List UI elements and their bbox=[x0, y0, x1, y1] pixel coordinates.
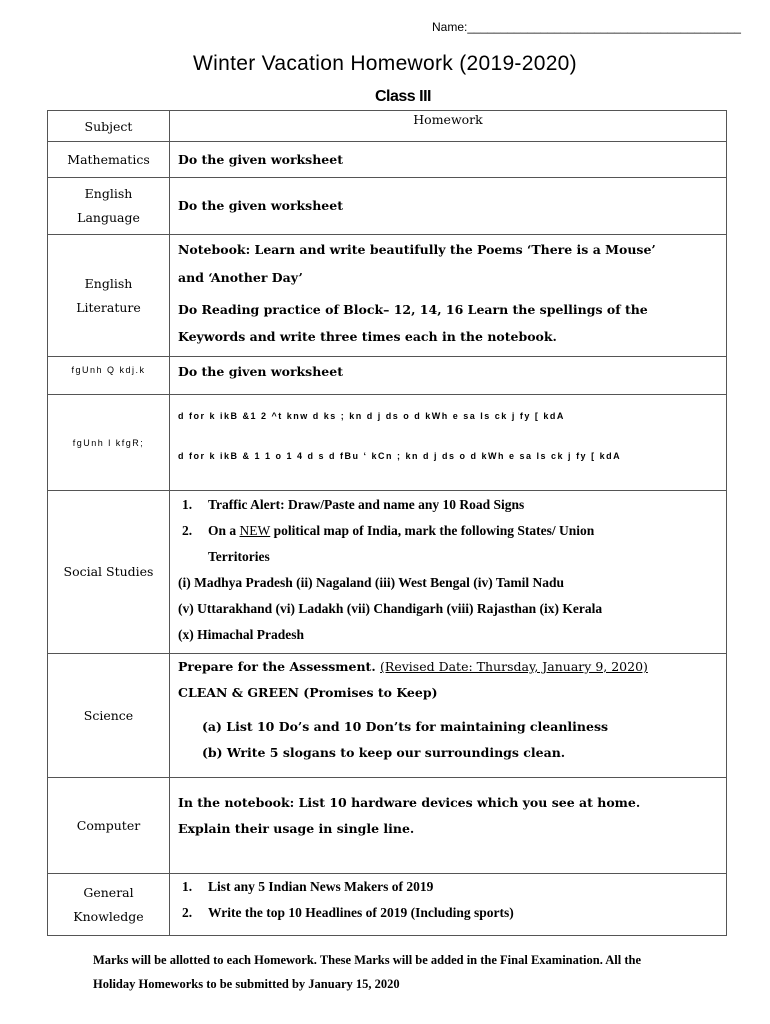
social-item-1: 1. Traffic Alert: Draw/Paste and name any 10 Road Signs bbox=[182, 497, 525, 512]
hw-social-studies bbox=[170, 491, 727, 654]
subject-science: Science bbox=[48, 654, 170, 778]
social-states-3: (x) Himachal Pradesh bbox=[178, 627, 304, 642]
subject-english-literature-1: English bbox=[84, 275, 133, 291]
science-line2: CLEAN & GREEN (Promises to Keep) bbox=[178, 685, 438, 700]
header-homework: Homework bbox=[170, 111, 727, 142]
name-field bbox=[432, 20, 741, 34]
science-line4: (b) Write 5 slogans to keep our surroundings clean. bbox=[202, 745, 566, 760]
hw-english-literature-line3: Do Reading practice of Block– 12, 14, 16 Learn the spellings of the bbox=[178, 302, 648, 317]
social-states-1: (i) Madhya Pradesh (ii) Nagaland (iii) West Bengal (iv) Tamil Nadu bbox=[178, 575, 565, 590]
science-revised-date: (Revised Date: Thursday, January 9, 2020) bbox=[380, 659, 648, 674]
subject-english-literature bbox=[48, 235, 170, 357]
hw-english-literature-line4: Keywords and write three times each in the notebook. bbox=[178, 329, 557, 344]
hw-english-literature-line1: Notebook: Learn and write beautifully the Poems ‘There is a Mouse’ bbox=[178, 242, 656, 257]
table-row-computer bbox=[48, 778, 727, 874]
hw-english-literature-line2: and ‘Another Day’ bbox=[178, 270, 303, 285]
computer-line1: In the notebook: List 10 hardware devices which you see at home. bbox=[178, 795, 641, 810]
footer-note bbox=[93, 948, 753, 996]
hw-general-knowledge bbox=[170, 874, 727, 936]
hw-hindi-sahitya-line1: d for k ikB &1 2 ^t knw d ks ; kn d j ds o d kWh e sa ls ck j fy [ kdA bbox=[178, 411, 565, 421]
table-row-science bbox=[48, 654, 727, 778]
class-label: Class III bbox=[375, 88, 431, 105]
subject-general-knowledge-1: General bbox=[83, 884, 134, 900]
table-header-row bbox=[48, 111, 727, 142]
hw-mathematics bbox=[170, 142, 727, 178]
table-row-hindi-sahitya bbox=[48, 395, 727, 491]
footer-line2: Holiday Homeworks to be submitted by January 15, 2020 bbox=[93, 977, 400, 991]
table-row-english-literature bbox=[48, 235, 727, 357]
subject-english-language bbox=[48, 178, 170, 235]
science-line1: Prepare for the Assessment. (Revised Date: Thursday, January 9, 2020) bbox=[178, 659, 648, 674]
subject-general-knowledge-2: Knowledge bbox=[73, 908, 144, 924]
social-states-2: (v) Uttarakhand (vi) Ladakh (vii) Chandigarh (viii) Rajasthan (ix) Kerala bbox=[178, 601, 603, 616]
computer-line2: Explain their usage in single line. bbox=[178, 821, 415, 836]
gk-item-1: 1. List any 5 Indian News Makers of 2019 bbox=[182, 879, 434, 894]
subject-english-language-1: English bbox=[84, 186, 133, 201]
header-subject: Subject bbox=[48, 111, 170, 142]
hw-hindi-vyakaran bbox=[170, 357, 727, 395]
subject-hindi-vyakaran: fgUnh Q kdj.k bbox=[48, 357, 170, 395]
subject-social-studies: Social Studies bbox=[48, 491, 170, 654]
hw-hindi-vyakaran-text: Do the given worksheet bbox=[178, 364, 343, 379]
name-blank: _________________________________________ bbox=[467, 20, 741, 34]
science-line3: (a) List 10 Do’s and 10 Don’ts for maintaining cleanliness bbox=[202, 719, 609, 734]
subject-mathematics: Mathematics bbox=[48, 142, 170, 178]
table-row-hindi-vyakaran bbox=[48, 357, 727, 395]
page-title: Winter Vacation Homework (2019-2020) bbox=[193, 52, 577, 75]
hw-science bbox=[170, 654, 727, 778]
homework-table bbox=[47, 110, 727, 936]
table-row-general-knowledge bbox=[48, 874, 727, 936]
hw-computer bbox=[170, 778, 727, 874]
social-item-2-cont: Territories bbox=[208, 549, 270, 564]
new-underlined: NEW bbox=[239, 523, 271, 538]
table-row-mathematics bbox=[48, 142, 727, 178]
hw-hindi-sahitya-line2: d for k ikB & 1 1 o 1 4 d s d fBu ‘ kCn ; kn d j ds o d kWh e sa ls ck j fy [ kdA bbox=[178, 451, 622, 461]
gk-item-2: 2. Write the top 10 Headlines of 2019 (Including sports) bbox=[182, 905, 514, 920]
hw-english-language bbox=[170, 178, 727, 235]
table-row-english-language bbox=[48, 178, 727, 235]
subject-hindi-sahitya: fgUnh l kfgR; bbox=[48, 395, 170, 491]
social-item-2: 2. On a NEW political map of India, mark the following States/ Union bbox=[182, 523, 595, 538]
subject-computer: Computer bbox=[48, 778, 170, 874]
hw-english-language-text: Do the given worksheet bbox=[178, 198, 343, 213]
name-label: Name: bbox=[432, 20, 468, 34]
subject-english-literature-2: Literature bbox=[76, 299, 141, 315]
hw-english-literature bbox=[170, 235, 727, 357]
hw-mathematics-text: Do the given worksheet bbox=[178, 151, 343, 167]
footer-line1: Marks will be allotted to each Homework. These Marks will be added in the Final Examination. All the bbox=[93, 953, 642, 967]
table-row-social-studies bbox=[48, 491, 727, 654]
subject-english-language-2: Language bbox=[77, 210, 140, 225]
hw-hindi-sahitya bbox=[170, 395, 727, 491]
subject-general-knowledge bbox=[48, 874, 170, 936]
